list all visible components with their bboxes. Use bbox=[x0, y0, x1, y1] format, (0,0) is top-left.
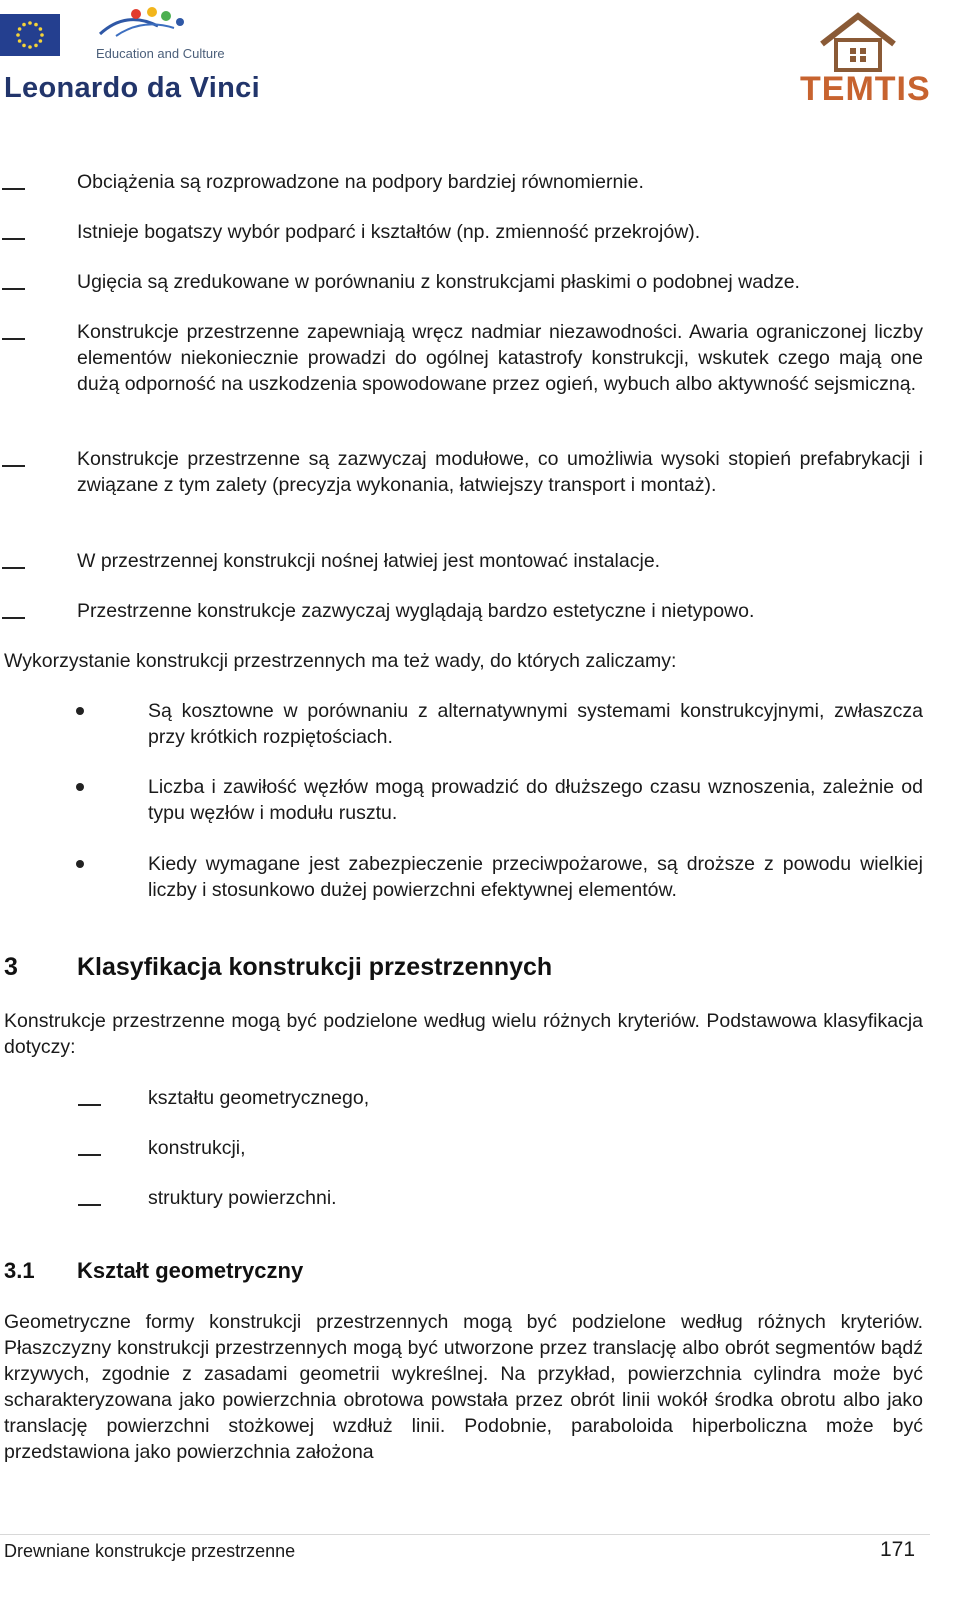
list-dash bbox=[2, 238, 25, 240]
footer-divider bbox=[0, 1534, 930, 1535]
eu-flag-logo bbox=[0, 14, 60, 56]
list-bullet bbox=[76, 783, 84, 791]
list-item: W przestrzennej konstrukcji nośnej łatwiej jest montować instalacje. bbox=[77, 550, 661, 572]
list-item: Konstrukcje przestrzenne zapewniają wręcz nadmiar niezawodności. Awaria ograniczonej liczby elementów niekoniecznie prowadzi do ogólnej katastrofy konstrukcji, wskutek czego mają one dużą odporność na uszkodzenia spowodowane przez ogień, wybuch albo aktywność sejsmiczną. bbox=[77, 321, 923, 395]
list-dash bbox=[2, 617, 25, 619]
list-dash bbox=[2, 338, 25, 340]
list-dash bbox=[2, 288, 25, 290]
list-item: Liczba i zawiłość węzłów mogą prowadzić do dłuższego czasu wznoszenia, zależnie od typu węzłów i modułu rusztu. bbox=[148, 776, 923, 824]
disadvantages-intro: Wykorzystanie konstrukcji przestrzennych ma też wady, do których zaliczamy: bbox=[4, 650, 677, 672]
list-item: konstrukcji, bbox=[148, 1137, 246, 1159]
section-number: 3 bbox=[4, 953, 18, 981]
list-bullet bbox=[76, 707, 84, 715]
list-item: Konstrukcje przestrzenne są zazwyczaj modułowe, co umożliwia wysoki stopień prefabrykacji i związane z tym zalety (precyzja wykonania, łatwiejszy transport i montaż). bbox=[77, 448, 923, 496]
list-dash bbox=[2, 567, 25, 569]
section-title: Klasyfikacja konstrukcji przestrzennych bbox=[77, 953, 553, 981]
list-dash bbox=[2, 188, 25, 190]
list-item: kształtu geometrycznego, bbox=[148, 1087, 370, 1109]
left-logo-title: Leonardo da Vinci bbox=[4, 72, 260, 104]
list-dash bbox=[2, 465, 25, 467]
list-dash bbox=[78, 1154, 101, 1156]
subsection-text: Geometryczne formy konstrukcji przestrzennych mogą być podzielone według różnych kryteriów. Płaszczyzny konstrukcji przestrzennych mogą być utworzone przez translację albo obrót segmentów bądź krzywych, zgodnie z zasadami geometrii wykreślnej. Na przykład, powierzchnia cylindra może być scharakteryzowana jako powierzchnia obrotowa powstała przez obrót linii wokół środka obrotu albo jako translację powierzchni stożkowej wzdłuż linii. Podobnie, paraboloida hiperboliczna może być przedstawiona jako powierzchnia założona bbox=[4, 1311, 923, 1463]
list-item: Są kosztowne w porównaniu z alternatywnymi systemami konstrukcyjnymi, zwłaszcza przy krótkich rozpiętościach. bbox=[148, 700, 923, 748]
list-dash bbox=[78, 1104, 101, 1106]
list-item: struktury powierzchni. bbox=[148, 1187, 337, 1209]
eu-stars-icon bbox=[0, 14, 60, 56]
list-item: Ugięcia są zredukowane w porównaniu z konstrukcjami płaskimi o podobnej wadze. bbox=[77, 271, 800, 293]
left-logo-subtitle: Education and Culture bbox=[96, 46, 225, 61]
subsection-number: 3.1 bbox=[4, 1258, 35, 1283]
list-item: Przestrzenne konstrukcje zazwyczaj wyglądają bardzo estetyczne i nietypowo. bbox=[77, 600, 755, 622]
section-intro: Konstrukcje przestrzenne mogą być podzielone według wielu różnych kryteriów. Podstawowa klasyfikacja dotyczy: bbox=[4, 1010, 923, 1058]
list-item: Obciążenia są rozprowadzone na podpory bardziej równomiernie. bbox=[77, 171, 644, 193]
list-item: Kiedy wymagane jest zabezpieczenie przeciwpożarowe, są droższe z powodu wielkiej liczby i stosunkowo dużej powierzchni efektywnej elementów. bbox=[148, 853, 923, 901]
right-logo-title: TEMTIS bbox=[800, 70, 931, 108]
subsection-title: Kształt geometryczny bbox=[77, 1258, 304, 1283]
list-dash bbox=[78, 1204, 101, 1206]
list-item: Istnieje bogatszy wybór podparć i kształtów (np. zmienność przekrojów). bbox=[77, 221, 701, 243]
list-bullet bbox=[76, 860, 84, 868]
education-culture-logo-icon bbox=[96, 6, 192, 40]
footer-title: Drewniane konstrukcje przestrzenne bbox=[4, 1541, 296, 1561]
page-number: 171 bbox=[880, 1538, 916, 1561]
